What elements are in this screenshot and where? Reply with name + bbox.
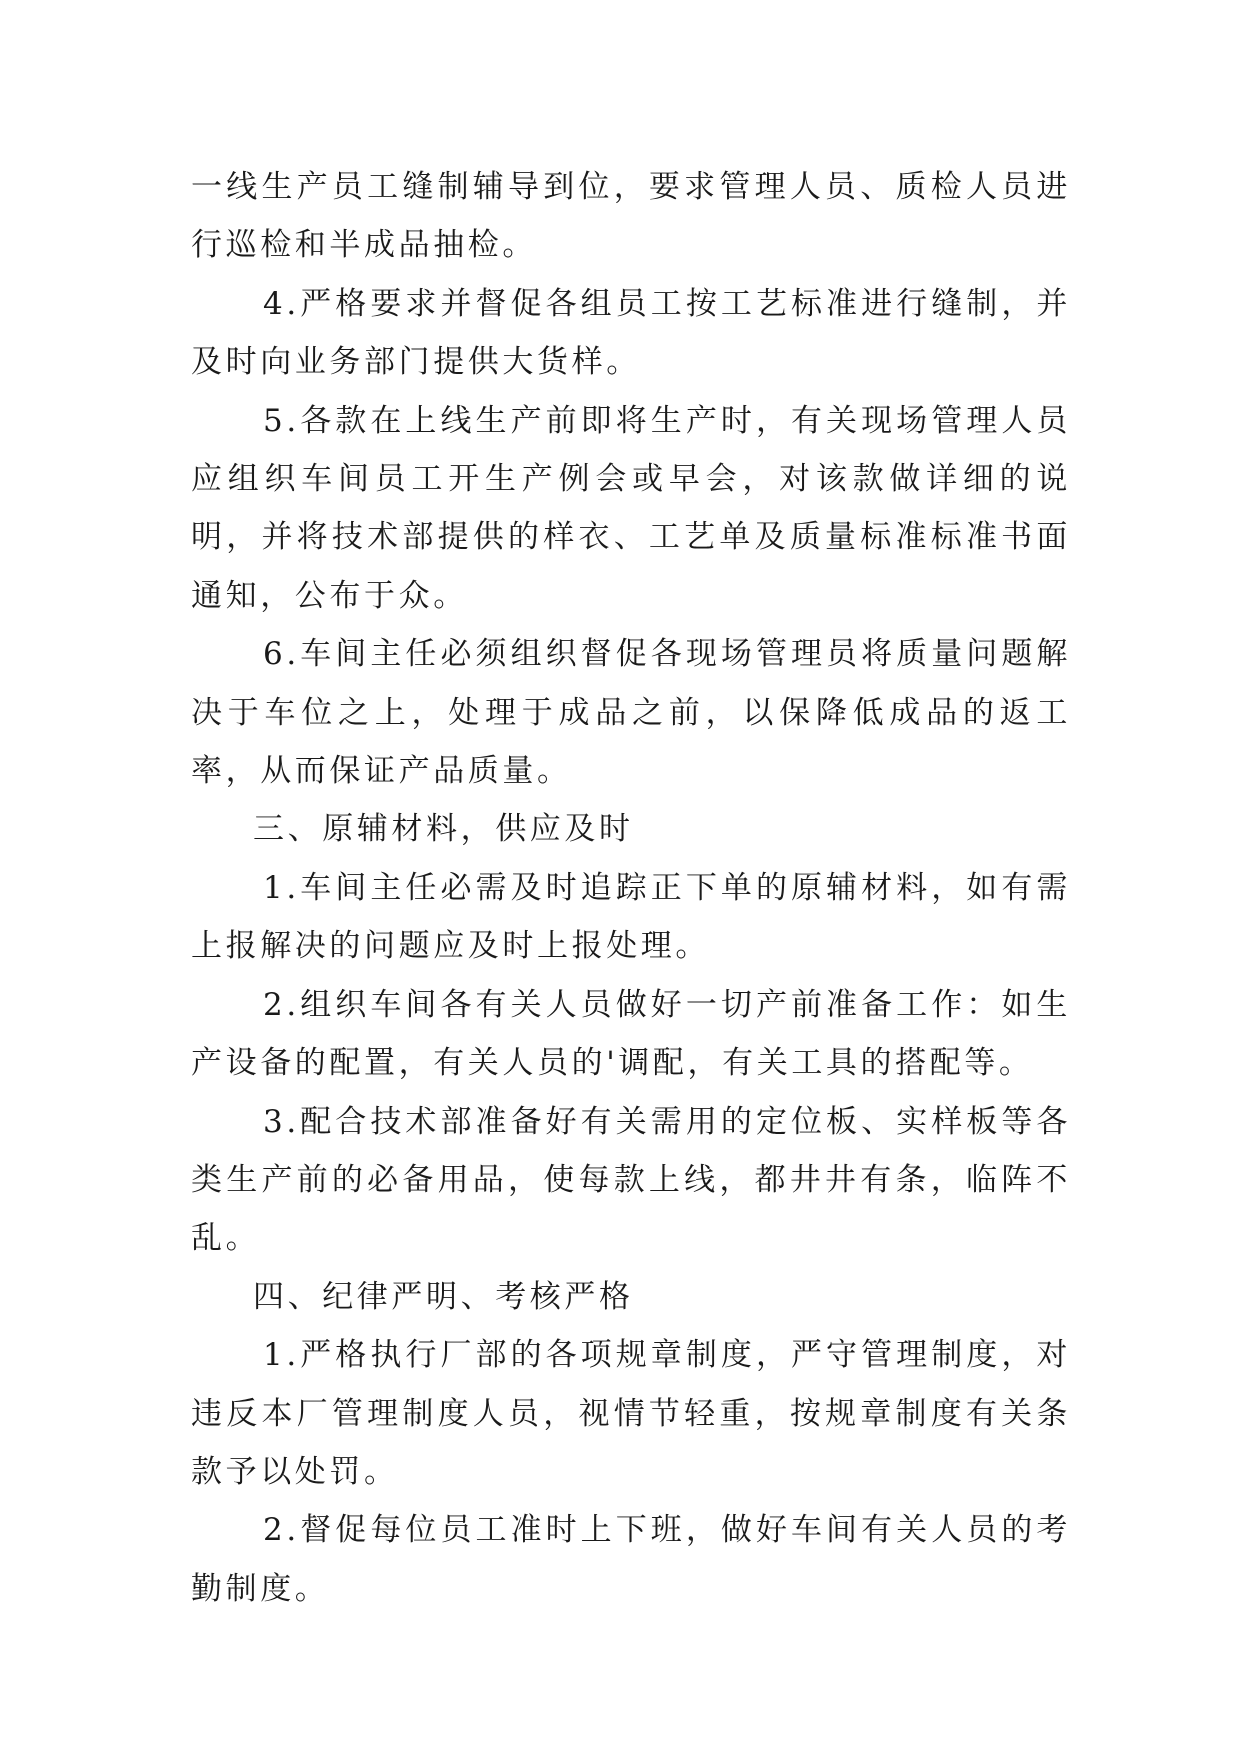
list-item: 5.各款在上线生产前即将生产时，有关现场管理人员应组织车间员工开生产例会或早会，对该款做详细的说明，并将技术部提供的样衣、工艺单及质量标准标准书面通知，公布于众。 bbox=[191, 402, 1071, 614]
list-item: 2.督促每位员工准时上下班，做好车间有关人员的考勤制度。 bbox=[191, 1512, 1071, 1607]
section-heading: 四、纪律严明、考核严格 bbox=[253, 1278, 634, 1315]
list-item: 3.配合技术部准备好有关需用的定位板、实样板等各类生产前的必备用品，使每款上线，都井井有条，临阵不乱。 bbox=[191, 1103, 1071, 1257]
paragraph-continuation: 一线生产员工缝制辅导到位，要求管理人员、质检人员进行巡检和半成品抽检。 bbox=[191, 169, 1071, 264]
list-item: 6.车间主任必须组织督促各现场管理员将质量问题解决于车位之上，处理于成品之前，以保降低成品的返工率，从而保证产品质量。 bbox=[191, 636, 1071, 790]
document-body bbox=[191, 158, 1071, 1618]
list-item: 2.组织车间各有关人员做好一切产前准备工作：如生产设备的配置，有关人员的'调配，有关工具的搭配等。 bbox=[191, 986, 1071, 1082]
list-item: 1.车间主任必需及时追踪正下单的原辅材料，如有需上报解决的问题应及时上报处理。 bbox=[191, 869, 1071, 965]
section-heading: 三、原辅材料，供应及时 bbox=[253, 811, 634, 848]
list-item: 1.严格执行厂部的各项规章制度，严守管理制度，对违反本厂管理制度人员，视情节轻重，按规章制度有关条款予以处罚。 bbox=[191, 1337, 1071, 1490]
list-item: 4.严格要求并督促各组员工按工艺标准进行缝制，并及时向业务部门提供大货样。 bbox=[191, 285, 1071, 381]
